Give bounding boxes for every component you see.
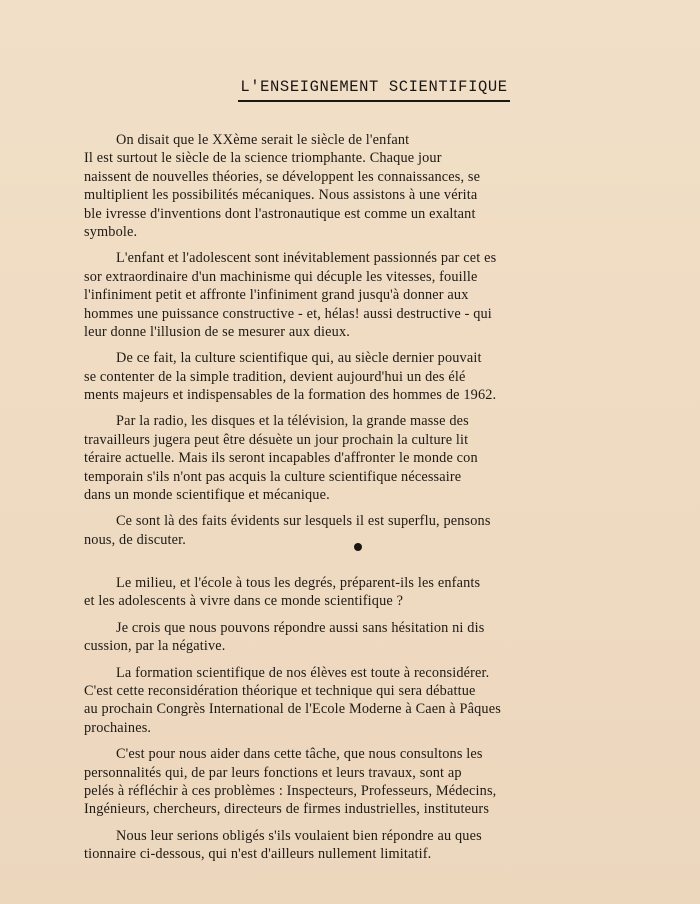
paragraph: [84, 249, 624, 341]
text-line: Ce sont là des faits évidents sur lesquels il est superflu, pensons: [116, 513, 491, 530]
text-line: C'est pour nous aider dans cette tâche, que nous consultons les: [116, 746, 483, 763]
text-line: ble ivresse d'inventions dont l'astronautique est comme un exaltant: [84, 205, 476, 222]
text-line: tionnaire ci-dessous, qui n'est d'ailleurs nullement limitatif.: [84, 846, 432, 863]
text-line: Je crois que nous pouvons répondre aussi sans hésitation ni dis: [116, 619, 485, 636]
paragraph: [84, 574, 624, 611]
text-line: C'est cette reconsidération théorique et technique qui sera débattue: [84, 682, 476, 699]
paragraph: [84, 619, 624, 656]
text-line: Il est surtout le siècle de la science triomphante. Chaque jour: [84, 150, 442, 167]
text-line: leur donne l'illusion de se mesurer aux dieux.: [84, 323, 350, 340]
section-one-text: [84, 131, 624, 557]
text-line: De ce fait, la culture scientifique qui, au siècle dernier pouvait: [116, 350, 482, 367]
paragraph: [84, 349, 624, 404]
text-line: Le milieu, et l'école à tous les degrés, préparent-ils les enfants: [116, 575, 481, 591]
text-line: prochaines.: [84, 719, 152, 736]
text-line: nous, de discuter.: [84, 531, 186, 548]
text-line: Par la radio, les disques et la télévision, la grande masse des: [116, 413, 469, 430]
text-line: L'enfant et l'adolescent sont inévitablement passionnés par cet es: [116, 250, 497, 267]
document-title-block: [0, 78, 700, 102]
text-line: et les adolescents à vivre dans ce monde scientifique ?: [84, 593, 404, 610]
text-line: ments majeurs et indispensables de la formation des hommes de 1962.: [84, 387, 497, 404]
text-line: On disait que le XXème serait le siècle de l'enfant: [116, 132, 410, 148]
paragraph: [84, 412, 624, 504]
text-line: l'infiniment petit et affronte l'infiniment grand jusqu'à donner aux: [84, 287, 469, 304]
text-line: naissent de nouvelles théories, se développent les connaissances, se: [84, 168, 481, 185]
paragraph: [84, 827, 624, 864]
text-line: multiplient les possibilités mécaniques. Nous assistons à une vérita: [84, 187, 478, 204]
text-line: téraire actuelle. Mais ils seront incapables d'affronter le monde con: [84, 450, 478, 467]
text-line: personnalités qui, de par leurs fonctions et leurs travaux, sont ap: [84, 764, 462, 781]
paragraph: [84, 745, 624, 819]
text-line: temporain s'ils n'ont pas acquis la culture scientifique nécessaire: [84, 468, 462, 485]
text-line: au prochain Congrès International de l'Ecole Moderne à Caen à Pâques: [84, 701, 501, 718]
text-line: pelés à réfléchir à ces problèmes : Inspecteurs, Professeurs, Médecins,: [84, 782, 497, 799]
text-line: dans un monde scientifique et mécanique.: [84, 487, 330, 504]
section-two-text: [84, 574, 624, 871]
text-line: Ingénieurs, chercheurs, directeurs de firmes industrielles, instituteurs: [84, 801, 490, 818]
text-line: symbole.: [84, 223, 138, 240]
text-line: Nous leur serions obligés s'ils voulaient bien répondre au ques: [116, 827, 482, 844]
text-line: travailleurs jugera peut être désuète un jour prochain la culture lit: [84, 431, 469, 448]
text-line: La formation scientifique de nos élèves est toute à reconsidérer.: [116, 664, 490, 681]
text-line: cussion, par la négative.: [84, 638, 226, 655]
text-line: sor extraordinaire d'un machinisme qui décuple les vitesses, fouille: [84, 268, 478, 285]
text-line: se contenter de la simple tradition, devient aujourd'hui un des élé: [84, 368, 466, 385]
document-title: L'ENSEIGNEMENT SCIENTIFIQUE: [238, 78, 509, 102]
text-line: hommes une puissance constructive - et, hélas! aussi destructive - qui: [84, 305, 492, 322]
paragraph: [84, 664, 624, 738]
section-separator-bullet: [354, 543, 362, 551]
paragraph: [84, 131, 624, 241]
